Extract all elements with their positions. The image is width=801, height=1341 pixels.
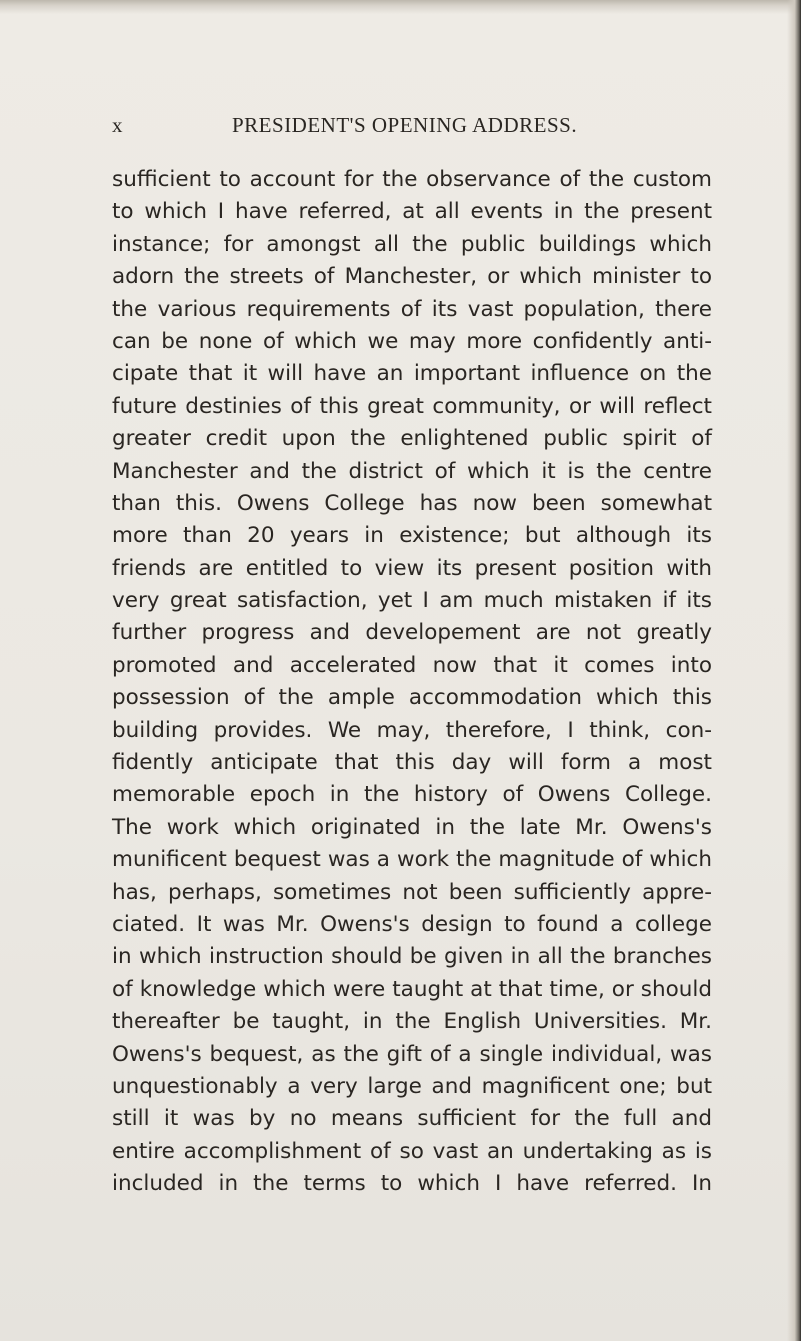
text-line: than this. Owens College has now been somewhat	[112, 490, 712, 516]
text-line: very great satisfaction, yet I am much mistaken if its	[112, 588, 712, 614]
text-line: in which instruction should be given in all the branches	[112, 944, 712, 970]
page-right-edge	[787, 0, 801, 1341]
text-line: the various requirements of its vast population, there	[112, 296, 712, 322]
text-line: can be none of which we may more confidently anti-	[112, 328, 712, 354]
text-line: further progress and developement are not greatly	[112, 620, 712, 646]
text-line: The work which originated in the late Mr. Owens's	[112, 814, 712, 840]
text-line: possession of the ample accommodation which this	[112, 685, 712, 711]
page-number: x	[112, 113, 124, 137]
text-line: adorn the streets of Manchester, or which minister to	[112, 264, 712, 290]
text-line: still it was by no means sufficient for the full and	[112, 1106, 712, 1132]
text-line: instance; for amongst all the public buildings which	[112, 231, 712, 257]
text-line: more than 20 years in existence; but although its	[112, 523, 712, 549]
body-text	[112, 164, 712, 1201]
text-line: Manchester and the district of which it is the centre	[112, 458, 712, 484]
text-line: building provides. We may, therefore, I think, con-	[112, 717, 712, 743]
text-line: munificent bequest was a work the magnitude of which	[112, 847, 712, 873]
text-line: has, perhaps, sometimes not been sufficiently appre-	[112, 879, 712, 905]
text-line: to which I have referred, at all events in the present	[112, 199, 712, 225]
text-line: sufficient to account for the observance of the custom	[112, 167, 712, 192]
text-line: memorable epoch in the history of Owens College.	[112, 782, 712, 808]
text-line: thereafter be taught, in the English Universities. Mr.	[112, 1009, 712, 1035]
text-line: future destinies of this great community, or will reflect	[112, 393, 712, 419]
text-line: friends are entitled to view its present position with	[112, 555, 712, 581]
text-line: of knowledge which were taught at that time, or should	[112, 976, 712, 1002]
page-header	[0, 113, 801, 143]
text-line: entire accomplishment of so vast an undertaking as is	[112, 1138, 712, 1164]
text-line: cipate that it will have an important influence on the	[112, 361, 712, 387]
text-line: greater credit upon the enlightened public spirit of	[112, 426, 712, 452]
running-head: PRESIDENT'S OPENING ADDRESS.	[232, 113, 578, 137]
text-line: promoted and accelerated now that it comes into	[112, 652, 712, 678]
page-top-edge	[0, 0, 801, 14]
text-line: fidently anticipate that this day will form a most	[112, 750, 712, 776]
text-line: ciated. It was Mr. Owens's design to found a college	[112, 911, 712, 937]
text-line: Owens's bequest, as the gift of a single individual, was	[112, 1041, 712, 1067]
text-line: included in the terms to which I have referred. In	[112, 1171, 712, 1197]
text-line: unquestionably a very large and magnificent one; but	[112, 1073, 712, 1099]
